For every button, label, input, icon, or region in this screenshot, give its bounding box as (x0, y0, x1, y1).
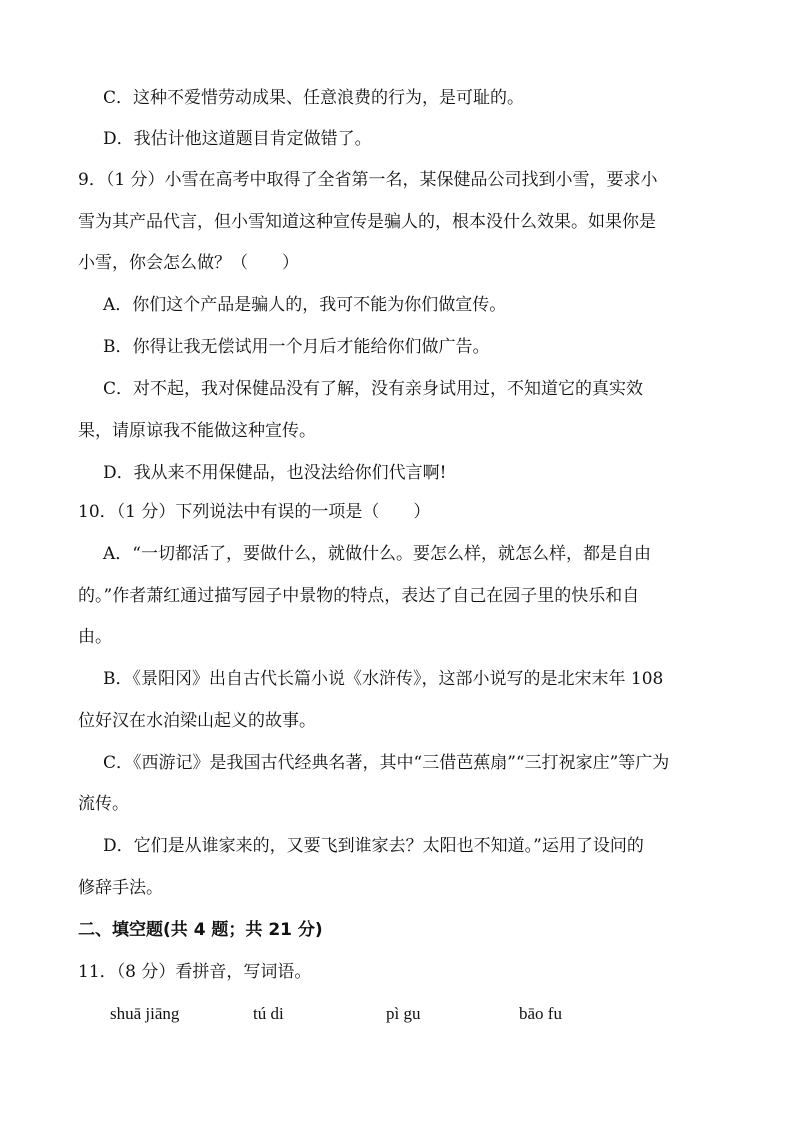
pinyin-item-2: tú di (253, 1004, 284, 1023)
q10-option-a-line2: 的。”作者萧红通过描写园子中景物的特点，表达了自己在园子里的快乐和自 (78, 586, 640, 606)
q10-option-c-line2: 流传。 (78, 794, 129, 814)
section-heading-fill-in: 二、填空题(共 4 题；共 21 分) (78, 920, 323, 940)
q8-option-d: D．我估计他这道题目肯定做错了。 (103, 129, 372, 149)
q10-option-a-line1: A．“一切都活了，要做什么，就做什么。要怎么样，就怎么样，都是自由 (103, 544, 651, 564)
q10-option-a-line3: 由。 (78, 627, 112, 647)
q9-stem-line3: 小雪，你会怎么做？（ ） (78, 253, 299, 273)
pinyin-item-4: bāo fu (519, 1004, 562, 1023)
q9-stem-line2: 雪为其产品代言，但小雪知道这种宣传是骗人的，根本没什么效果。如果你是 (78, 212, 656, 232)
q9-option-d: D．我从来不用保健品，也没法给你们代言啊! (103, 463, 447, 483)
q10-stem: 10．（1 分）下列说法中有误的一项是（ ） (78, 502, 431, 522)
q9-stem-line1: 9．（1 分）小雪在高考中取得了全省第一名，某保健品公司找到小雪，要求小 (78, 170, 658, 190)
q9-option-a: A．你们这个产品是骗人的，我可不能为你们做宣传。 (103, 295, 507, 315)
q10-option-b-line2: 位好汉在水泊梁山起义的故事。 (78, 711, 316, 731)
q10-option-b-line1: B．《景阳冈》出自古代长篇小说《水浒传》，这部小说写的是北宋末年 108 (103, 669, 664, 689)
q10-option-d-line2: 修辞手法。 (78, 878, 163, 898)
q11-stem: 11．（8 分）看拼音，写词语。 (78, 962, 312, 982)
q9-option-c-line2: 果，请原谅我不能做这种宣传。 (78, 421, 316, 441)
q10-option-c-line1: C．《西游记》是我国古代经典名著，其中“三借芭蕉扇”“三打祝家庄”等广为 (103, 753, 670, 773)
pinyin-item-3: pì gu (386, 1004, 421, 1023)
pinyin-item-1: shuā jiāng (110, 1004, 180, 1023)
q9-option-b: B．你得让我无偿试用一个月后才能给你们做广告。 (103, 337, 490, 357)
pinyin-row (0, 1002, 794, 1026)
q8-option-c: C．这种不爱惜劳动成果、任意浪费的行为，是可耻的。 (103, 88, 525, 108)
q9-option-c-line1: C．对不起，我对保健品没有了解，没有亲身试用过，不知道它的真实效 (103, 379, 644, 399)
q10-option-d-line1: D．它们是从谁家来的，又要飞到谁家去？太阳也不知道。”运用了设问的 (103, 836, 644, 856)
